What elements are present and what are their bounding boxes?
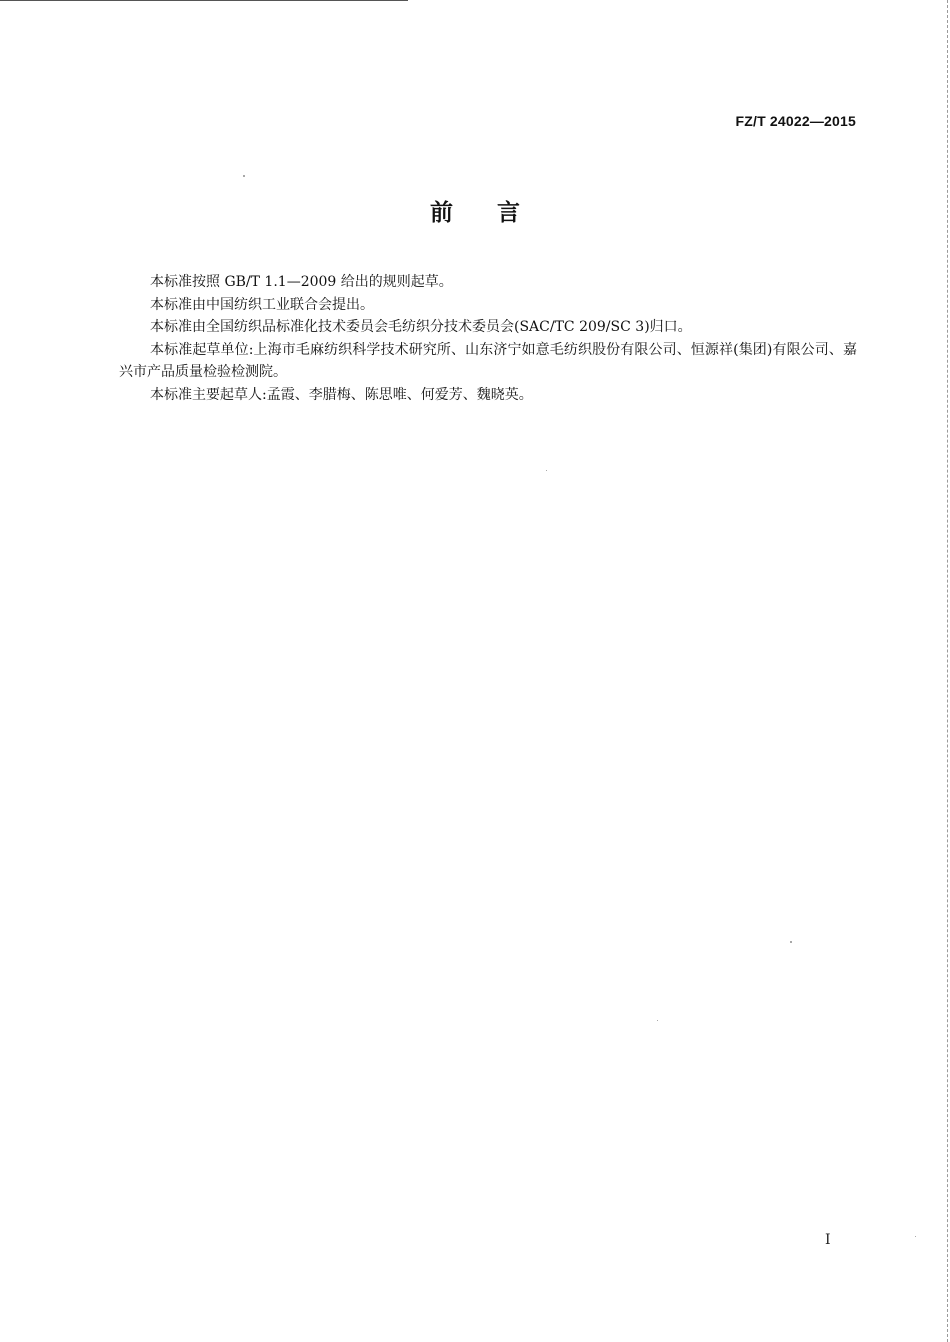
scan-speck [546,470,547,471]
standard-code: FZ/T 24022—2015 [735,113,856,129]
page-number: I [825,1232,831,1248]
foreword-body [119,271,857,407]
scan-speck [657,1020,658,1021]
page-title: 前言 [430,200,564,226]
scan-speck [915,1236,916,1237]
scan-speck [790,941,792,943]
paragraph-drafting-units: 本标准起草单位:上海市毛麻纺织科学技术研究所、山东济宁如意毛纺织股份有限公司、恒源祥(集团)有限公司、嘉兴市产品质量检验检测院。 [119,341,857,381]
scan-speck [243,175,245,177]
paragraph-drafters: 本标准主要起草人:孟霞、李腊梅、陈思唯、何爱芳、魏晓英。 [150,386,533,403]
paragraph-proposer: 本标准由中国纺织工业联合会提出。 [150,296,374,313]
top-rule [0,0,408,1]
paragraph-committee: 本标准由全国纺织品标准化技术委员会毛纺织分技术委员会(SAC/TC 209/SC 3)归口。 [150,319,692,336]
paragraph-drafting-rules: 本标准按照 GB/T 1.1—2009 给出的规则起草。 [150,274,453,290]
